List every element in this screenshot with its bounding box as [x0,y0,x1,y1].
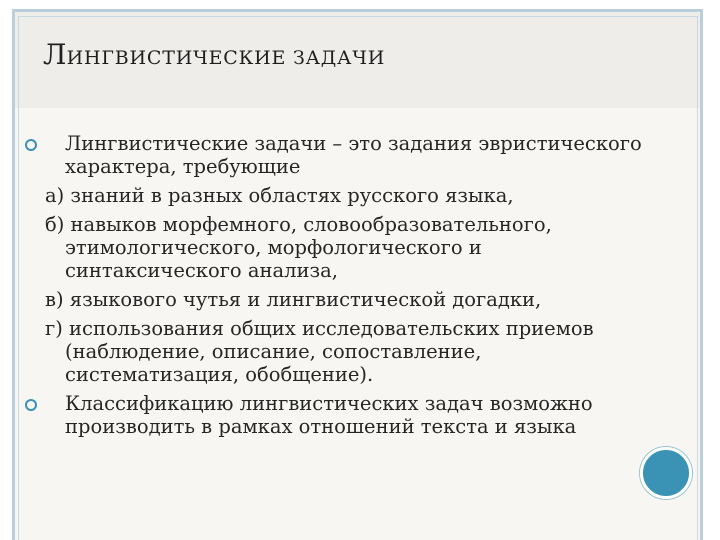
slide-title-initial: Л [43,38,67,71]
slide-title [43,38,385,71]
list-item-text: б) навыков морфемного, словообразовательного, этимологического, морфологического и синтаксического анализа, [45,213,552,282]
list-item [45,392,645,438]
list-item-text: а) знаний в разных областях русского языка, [45,184,514,207]
slide-title-rest: ИНГВИСТИЧЕСКИЕ ЗАДАЧИ [66,47,386,69]
decorative-circle-icon [640,447,692,499]
list-item [45,288,645,311]
circle-bullet-icon [25,399,37,411]
list-item-text: г) использования общих исследовательских приемов (наблюдение, описание, сопоставление, систематизация, обобщение). [45,317,594,386]
circle-bullet-icon [25,139,37,151]
list-item [45,184,645,207]
list-item-text: Лингвистические задачи – это задания эвристического характера, требующие [65,132,642,178]
list-item-text: в) языкового чутья и лингвистической догадки, [45,288,542,311]
list-item-text: Классификацию лингвистических задач возможно производить в рамках отношений текста и языка [65,392,593,438]
list-item [45,132,645,178]
list-item [45,317,645,386]
slide-content-list [45,132,645,444]
list-item [45,213,645,282]
